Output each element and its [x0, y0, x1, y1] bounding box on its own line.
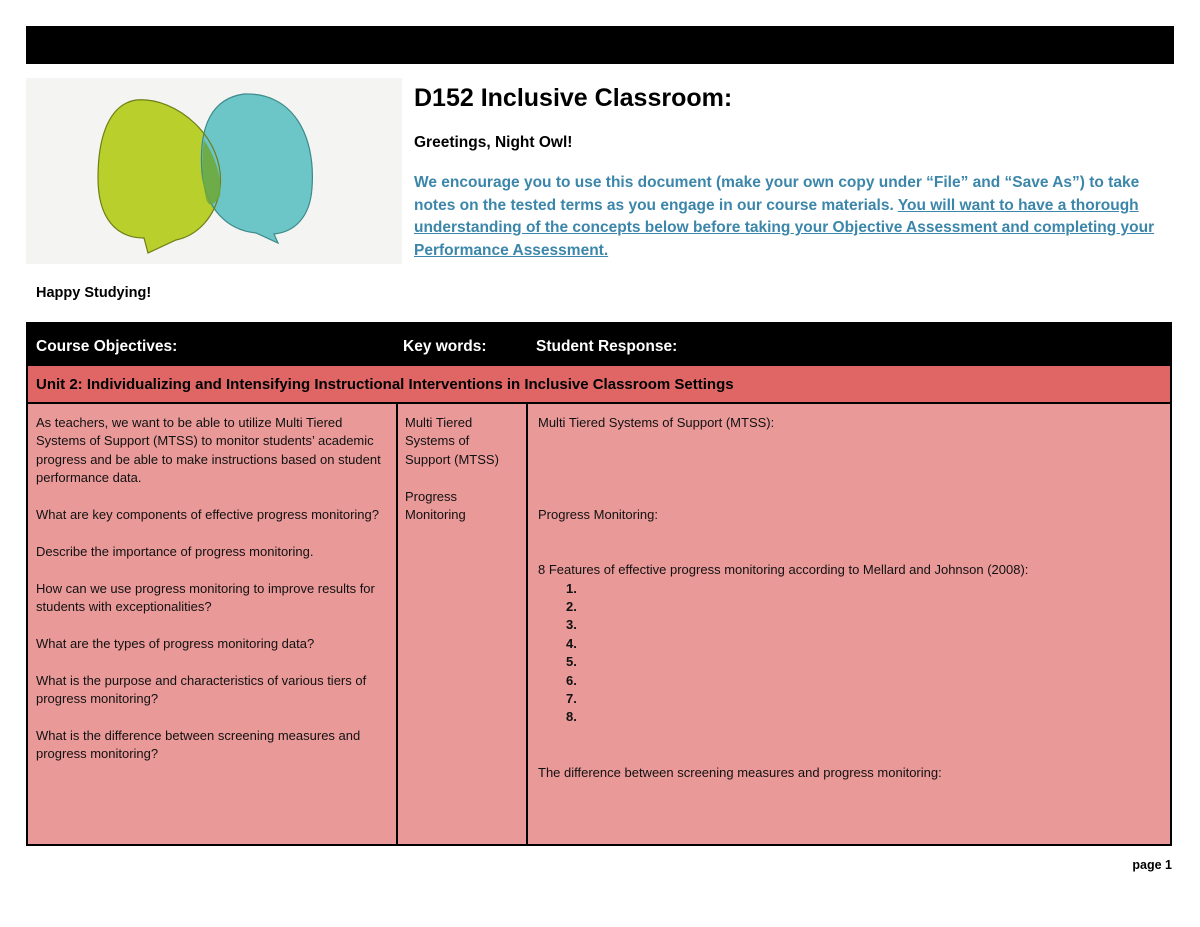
objective-item: What are key components of effective progress monitoring?: [36, 507, 379, 523]
keyword-item: Progress Monitoring: [405, 488, 466, 523]
header-student-response: Student Response:: [536, 338, 678, 355]
table-header: [28, 324, 1170, 366]
features-list: [538, 580, 1168, 727]
response-mtss-label: Multi Tiered Systems of Support (MTSS):: [538, 415, 775, 430]
page-number: page 1: [1132, 858, 1172, 872]
list-item: 6.: [566, 672, 577, 688]
list-item: 1.: [566, 580, 577, 596]
keywords-column: [405, 414, 517, 524]
objective-item: How can we use progress monitoring to improve results for students with exceptionalities?: [36, 580, 375, 615]
responses-column: [538, 414, 1168, 782]
objectives-column: [36, 414, 388, 764]
intro-paragraph: [414, 172, 1174, 262]
list-item: 3.: [566, 617, 577, 633]
speech-bubbles-icon: [26, 78, 402, 264]
column-divider: [526, 404, 528, 844]
document-title: D152 Inclusive Classroom:: [414, 84, 733, 112]
intro-text: We encourage you to use this document (make your own copy under “File” and “Save As”) to take notes on the tested terms as you engage in our course materials.: [414, 174, 1140, 214]
objective-item: As teachers, we want to be able to utilize Multi Tiered Systems of Support (MTSS) to monitor students’ academic progress and be able to make instructions based on student performance data.: [36, 415, 381, 486]
objective-item: What is the purpose and characteristics of various tiers of progress monitoring?: [36, 672, 367, 707]
table-body-row: [28, 404, 1170, 844]
list-item: 5.: [566, 654, 577, 670]
header-course-objectives: Course Objectives:: [36, 338, 178, 355]
sign-off: Happy Studying!: [36, 285, 152, 301]
objective-item: What is the difference between screening measures and progress monitoring?: [36, 727, 361, 762]
top-banner-bar: [26, 26, 1174, 64]
intro-link[interactable]: You will want to have a thorough understanding of the concepts below before taking your Objective Assessment and completing your Performance Assessment.: [414, 196, 1155, 259]
response-difference-label: The difference between screening measures and progress monitoring:: [538, 764, 942, 780]
objective-item: What are the types of progress monitoring data?: [36, 635, 315, 651]
header-key-words: Key words:: [403, 338, 487, 355]
list-item: 2.: [566, 598, 577, 614]
unit-title: Unit 2: Individualizing and Intensifying Instructional Interventions in Inclusive Classroom Settings: [36, 376, 734, 393]
objective-item: Describe the importance of progress monitoring.: [36, 543, 314, 559]
greeting: Greetings, Night Owl!: [414, 134, 573, 151]
list-item: 7.: [566, 691, 577, 706]
response-progress-label: Progress Monitoring:: [538, 506, 658, 522]
column-divider: [396, 404, 398, 844]
objectives-table: [26, 322, 1172, 846]
unit-title-row: [28, 366, 1170, 404]
speech-bubbles-logo: [26, 78, 402, 264]
list-item: 4.: [566, 635, 577, 651]
response-features-label: 8 Features of effective progress monitoring according to Mellard and Johnson (2008):: [538, 562, 1029, 578]
keyword-item: Multi Tiered Systems of Support (MTSS): [405, 415, 499, 467]
list-item: 8.: [566, 709, 577, 725]
